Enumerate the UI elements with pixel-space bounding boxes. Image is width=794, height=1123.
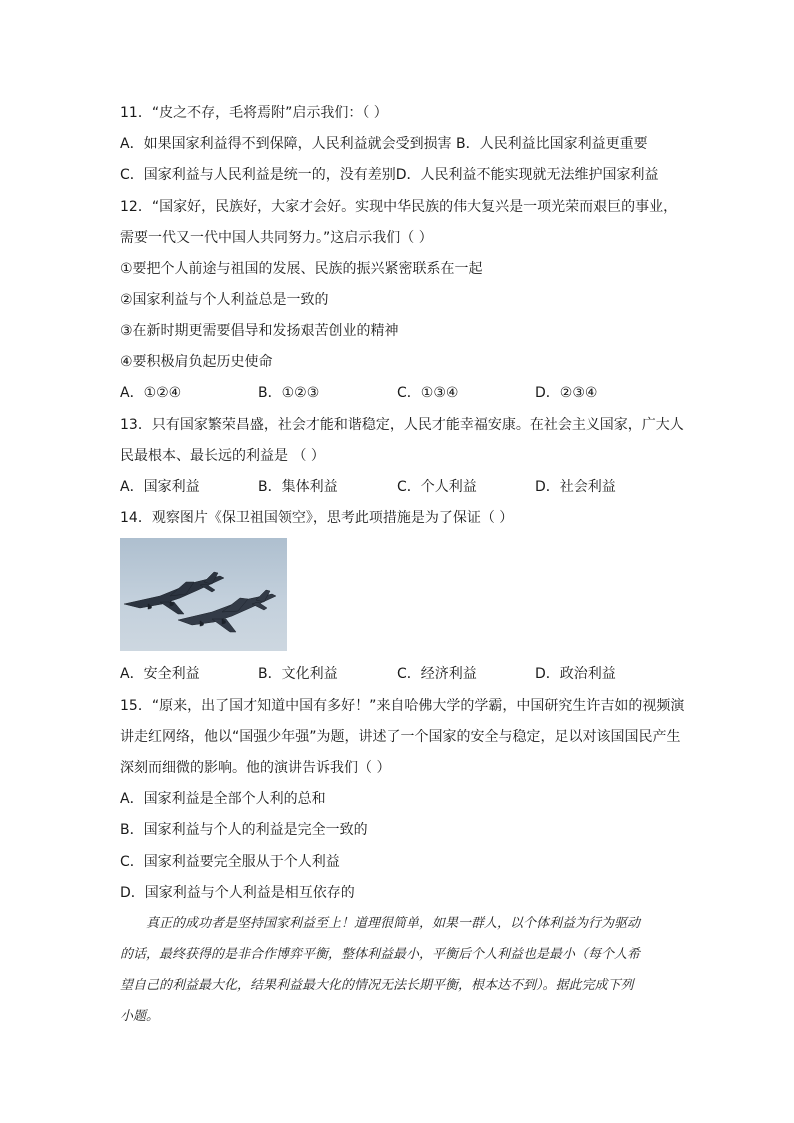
- q12-stem-line2: 需要一代又一代中国人共同努力。”这启示我们（ ）: [120, 230, 433, 246]
- q12-item-3: ③在新时期更需要倡导和发扬艰苦创业的精神: [120, 323, 399, 339]
- q11-options-cd: C．国家利益与人民利益是统一的，没有差别D．人民利益不能实现就无法维护国家利益: [120, 167, 659, 183]
- q12-item-4: ④要积极肩负起历史使命: [120, 354, 273, 370]
- q13-option-c: C．个人利益: [397, 479, 477, 495]
- q12-stem-line1: 12．“国家好，民族好，大家才会好。实现中华民族的伟大复兴是一项光荣而艰巨的事业，: [120, 199, 678, 215]
- jet-2: [178, 590, 276, 632]
- q11-options-ab: A．如果国家利益得不到保障，人民利益就会受到损害 B．人民利益比国家利益更重要: [120, 136, 648, 152]
- q12-option-d: D．②③④: [535, 385, 598, 401]
- q15-stem-line3: 深刻而细微的影响。他的演讲告诉我们（ ）: [120, 760, 391, 776]
- q13-option-b: B．集体利益: [258, 479, 338, 495]
- jet-fighters-photo: [120, 538, 287, 651]
- jet-1: [124, 572, 224, 614]
- q15-option-d: D．国家利益与个人利益是相互依存的: [120, 885, 355, 901]
- reading-passage: [120, 908, 676, 1032]
- passage-line-4: 小题。: [120, 1009, 160, 1024]
- q15-stem-line2: 讲走红网络，他以“国强少年强”为题，讲述了一个国家的安全与稳定，足以对该国国民产生: [120, 729, 681, 745]
- q15-option-b: B．国家利益与个人的利益是完全一致的: [120, 822, 368, 838]
- q15-option-c: C．国家利益要完全服从于个人利益: [120, 854, 340, 870]
- q15-stem-line1: 15．“原来，出了国才知道中国有多好！”来自哈佛大学的学霸，中国研究生许吉如的视频演: [120, 698, 685, 714]
- q12-option-b: B．①②③: [258, 385, 320, 401]
- passage-line-2: 的话，最终获得的是非合作博弈平衡，整体利益最小，平衡后个人利益也是最小（每个人希: [120, 947, 641, 962]
- q12-option-c: C．①③④: [397, 385, 459, 401]
- passage-line-3: 望自己的利益最大化，结果利益最大化的情况无法长期平衡，根本达不到）。据此完成下列: [120, 978, 634, 993]
- q13-option-d: D．社会利益: [535, 479, 616, 495]
- q14-option-b: B．文化利益: [258, 666, 338, 682]
- q12-item-1: ①要把个人前途与祖国的发展、民族的振兴紧密联系在一起: [120, 261, 483, 277]
- q12-item-2: ②国家利益与个人利益总是一致的: [120, 292, 329, 308]
- q14-option-c: C．经济利益: [397, 666, 477, 682]
- q13-stem-line2: 民最根本、最长远的利益是 （ ）: [120, 448, 325, 464]
- q14-stem: 14．观察图片《保卫祖国领空》，思考此项措施是为了保证（ ）: [120, 510, 514, 526]
- q11-stem: 11．“皮之不存，毛将焉附”启示我们：（ ）: [120, 105, 388, 121]
- q12-option-a: A．①②④: [120, 385, 182, 401]
- q13-stem-line1: 13．只有国家繁荣昌盛，社会才能和谐稳定，人民才能幸福安康。在社会主义国家，广大人: [120, 417, 684, 433]
- q15-option-a: A．国家利益是全部个人利的总和: [120, 791, 326, 807]
- q13-option-a: A．国家利益: [120, 479, 200, 495]
- q14-option-a: A．安全利益: [120, 666, 200, 682]
- q14-option-d: D．政治利益: [535, 666, 616, 682]
- passage-line-1: 真正的成功者是坚持国家利益至上！道理很简单，如果一群人，以个体利益为行为驱动: [146, 916, 641, 931]
